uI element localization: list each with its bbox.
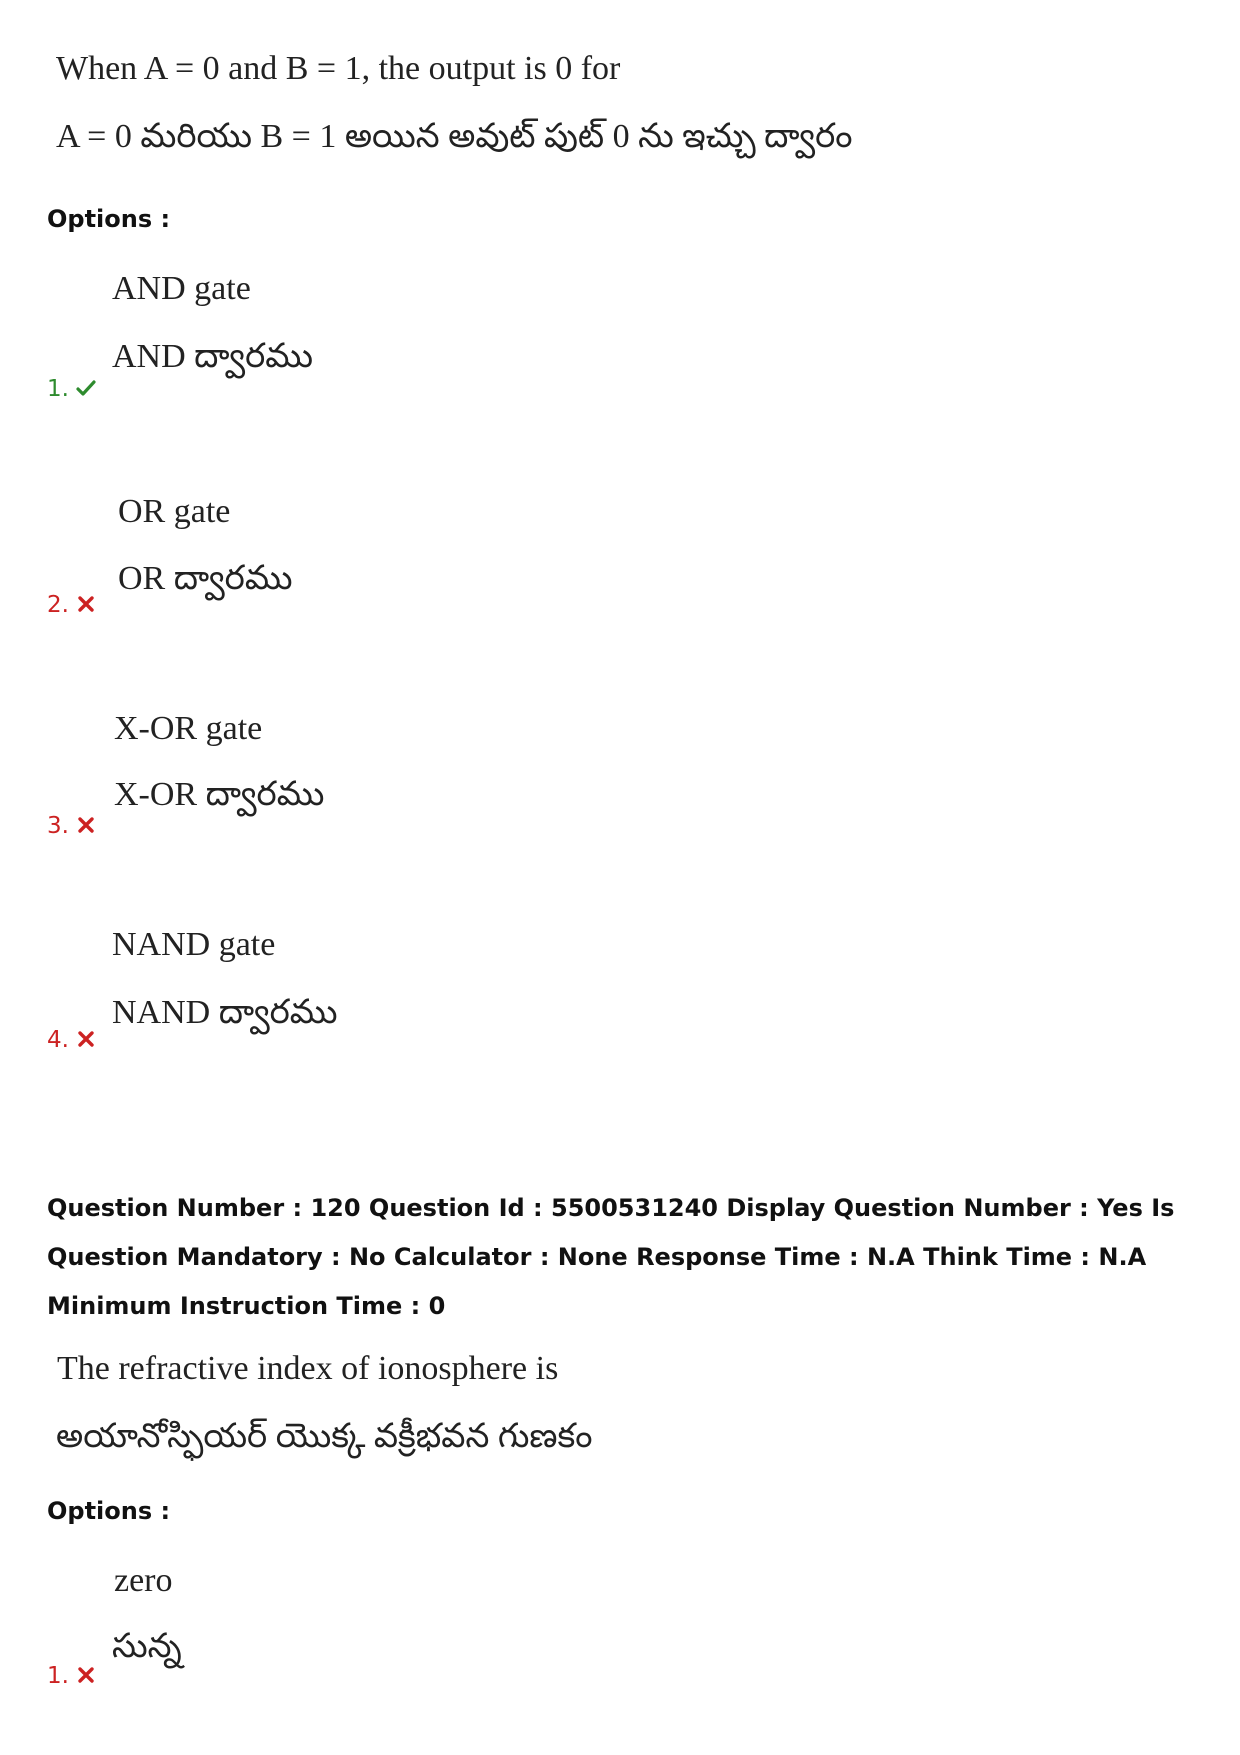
option-2-marker [47, 592, 97, 618]
option-number: 3. [47, 813, 69, 839]
options-label: Options : [47, 1497, 171, 1525]
check-icon [75, 377, 97, 399]
option-3-text-te: X-OR ద్వారము [114, 776, 325, 813]
option-3-marker [47, 813, 97, 839]
option-1-text-te: AND ద్వారము [112, 338, 313, 375]
question-text-en: The refractive index of ionosphere is [57, 1350, 559, 1387]
option-1-text-en: zero [114, 1562, 173, 1599]
option-number: 1. [47, 376, 69, 402]
option-1-text-te: సున్న [112, 1628, 182, 1665]
option-2-text-te: OR ద్వారము [118, 560, 293, 597]
question-text-en: When A = 0 and B = 1, the output is 0 for [56, 50, 621, 87]
cross-icon [75, 1028, 97, 1050]
question-text-te: A = 0 మరియు B = 1 అయిన అవుట్ పుట్ 0 ను ఇచ్చు ద్వారం [56, 118, 853, 155]
option-4-marker [47, 1027, 97, 1053]
option-1-marker [47, 1663, 97, 1689]
option-2-text-en: OR gate [118, 493, 231, 530]
option-4-text-te: NAND ద్వారము [112, 994, 338, 1031]
option-number: 1. [47, 1663, 69, 1689]
option-number: 4. [47, 1027, 69, 1053]
cross-icon [75, 593, 97, 615]
options-label: Options : [47, 205, 171, 233]
cross-icon [75, 1664, 97, 1686]
option-number: 2. [47, 592, 69, 618]
question-text-te: అయానోస్ఫియర్ యొక్క వక్రీభవన గుణకం [56, 1418, 593, 1455]
option-4-text-en: NAND gate [112, 926, 276, 963]
option-1-marker [47, 376, 97, 402]
question-meta: Question Number : 120 Question Id : 5500531240 Display Question Number : Yes Is Question Mandatory : No Calculator : None Response Time : N.A Think Time : N.A Minimum Instruction Time : 0 [47, 1194, 1175, 1320]
option-3-text-en: X-OR gate [114, 710, 263, 747]
cross-icon [75, 814, 97, 836]
option-1-text-en: AND gate [112, 270, 251, 307]
